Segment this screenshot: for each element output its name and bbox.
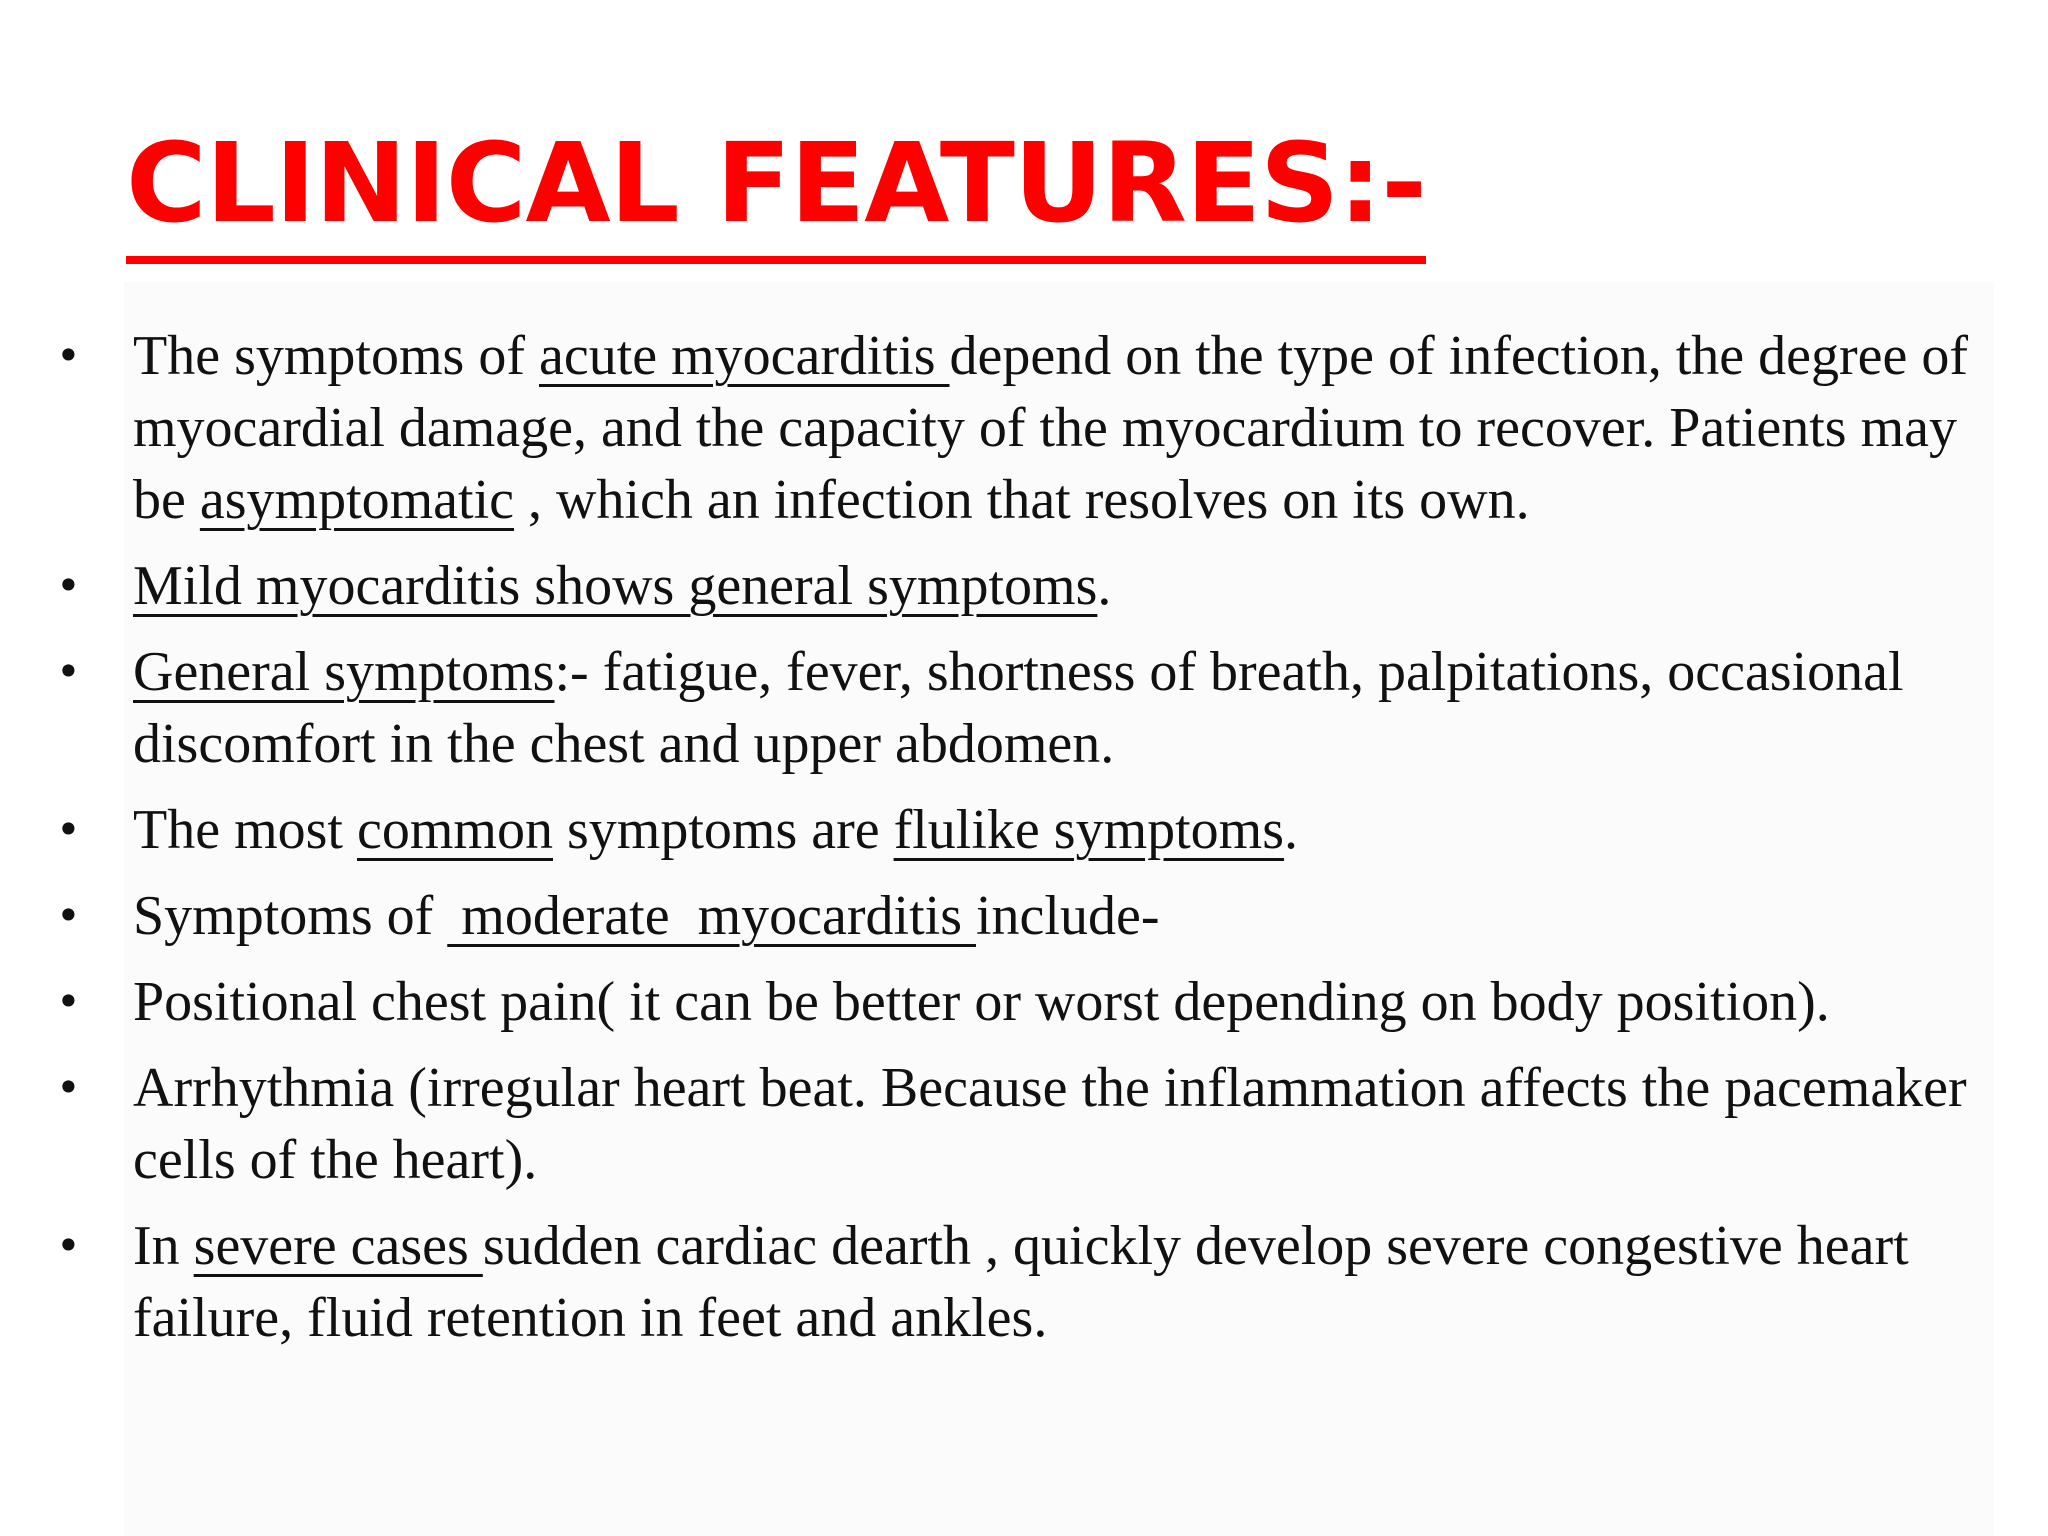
bullet-item-positional-chest-pain [48, 966, 2008, 1038]
bullet-text: include- [975, 885, 1160, 947]
underlined-term: common [356, 799, 553, 861]
bullet-dot: • [56, 1221, 81, 1270]
bullet-text: Symptoms of [133, 885, 448, 947]
bullet-text: . [1097, 555, 1112, 617]
slide-title: CLINICAL FEATURES:- [126, 128, 1426, 264]
bullet-text: :- fatigue, fever, shortness of breath, palpitations, occasional discomfort in the chest and upper abdomen. [133, 641, 1904, 775]
title-container [126, 119, 1426, 264]
bullet-text: sudden cardiac dearth , quickly develop severe congestive heart failure, fluid retention in feet and ankles. [133, 1215, 1909, 1349]
bullet-text: symptoms are [552, 799, 894, 861]
bullet-dot: • [56, 1063, 81, 1112]
bullet-text: , which an infection that resolves on its own. [514, 469, 1530, 531]
underlined-term: Mild myocarditis shows general symptoms [133, 555, 1098, 617]
bullet-text: depend on the type of infection, the degree of myocardial damage, and the capacity of the myocardium to recover. Patients may be [133, 325, 1968, 531]
underlined-term: moderate myocarditis [447, 885, 976, 947]
underlined-term: severe cases [193, 1215, 483, 1277]
bullet-text: In [133, 1215, 194, 1277]
bullet-dot: • [56, 891, 81, 940]
bullet-text: The most [133, 799, 357, 861]
bullet-list [48, 320, 2008, 1368]
bullet-text: . [1284, 799, 1299, 861]
bullet-item-acute-myocarditis [48, 320, 2008, 536]
bullet-dot: • [56, 977, 81, 1026]
bullet-item-severe-cases [48, 1210, 2008, 1354]
bullet-item-moderate-myocarditis [48, 880, 2008, 952]
underlined-term: acute myocarditis [538, 325, 950, 387]
underlined-term: flulike symptoms [893, 799, 1285, 861]
bullet-dot: • [56, 561, 81, 610]
bullet-dot: • [56, 331, 81, 380]
bullet-dot: • [56, 647, 81, 696]
underlined-term: General symptoms [133, 641, 555, 703]
bullet-text: The symptoms of [133, 325, 539, 387]
bullet-item-arrhythmia [48, 1052, 2008, 1196]
bullet-dot: • [56, 805, 81, 854]
bullet-text: Arrhythmia (irregular heart beat. Because the inflammation affects the pacemaker cells of the heart). [133, 1057, 1967, 1191]
underlined-term: asymptomatic [199, 469, 515, 531]
bullet-item-mild-myocarditis [48, 550, 2008, 622]
bullet-item-common-symptoms [48, 794, 2008, 866]
bullet-text: Positional chest pain( it can be better or worst depending on body position). [133, 971, 1830, 1033]
bullet-item-general-symptoms [48, 636, 2008, 780]
